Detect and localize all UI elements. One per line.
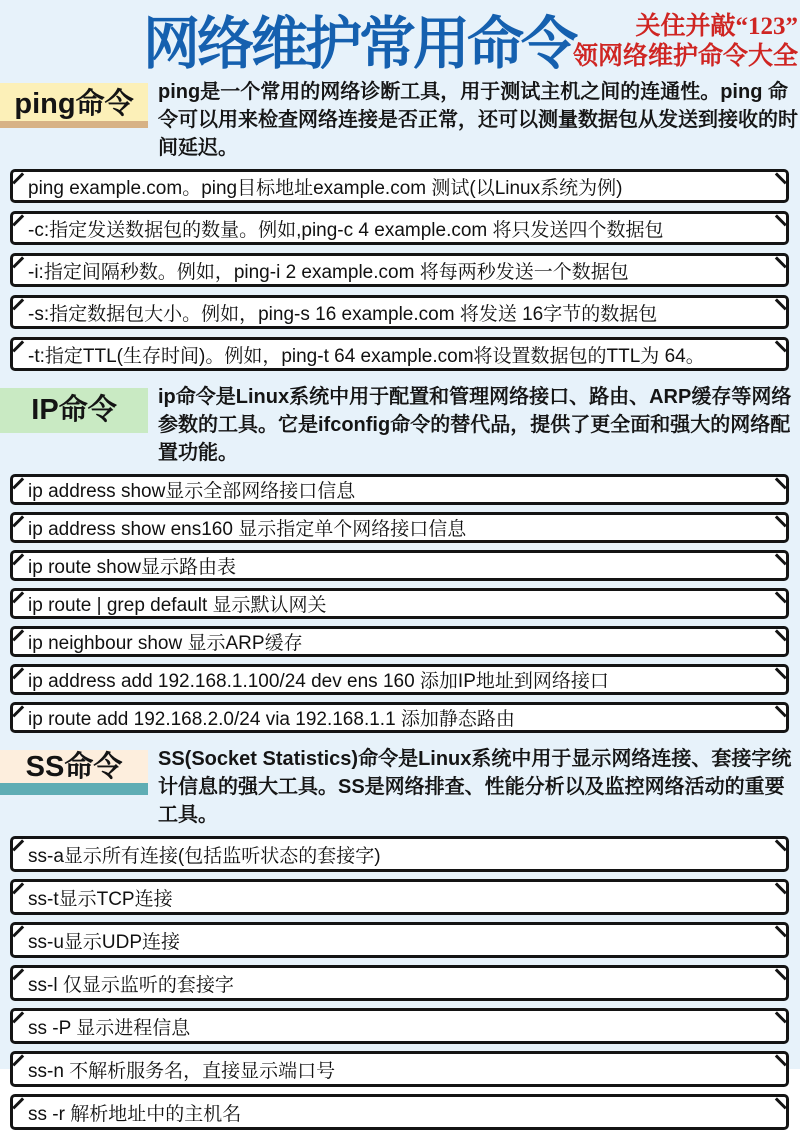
corner-fold-decoration [12, 667, 24, 679]
command-text: ss-n 不解析服务名，直接显示端口号 [28, 1060, 336, 1082]
corner-fold-decoration [12, 925, 24, 937]
corner-fold-decoration [12, 172, 24, 184]
corner-fold-decoration [775, 882, 787, 894]
command-box [10, 588, 789, 619]
corner-fold-decoration [775, 553, 787, 565]
corner-fold-decoration [12, 477, 24, 489]
section-ping [0, 78, 800, 371]
corner-fold-decoration [12, 591, 24, 603]
command-text: ss -r 解析地址中的主机名 [28, 1103, 242, 1125]
corner-fold-decoration [12, 298, 24, 310]
corner-fold-decoration [775, 214, 787, 226]
command-box [10, 211, 789, 245]
corner-fold-decoration [775, 298, 787, 310]
command-box [10, 1051, 789, 1087]
corner-fold-decoration [12, 256, 24, 268]
corner-fold-decoration [775, 839, 787, 851]
command-text: ip neighbour show 显示ARP缓存 [28, 633, 303, 654]
corner-fold-decoration [775, 1054, 787, 1066]
promo-line-2: 领网络维护命令大全 [572, 43, 798, 70]
section-ip [0, 383, 800, 733]
command-box [10, 169, 789, 203]
command-text: ip route | grep default 显示默认网关 [28, 595, 327, 616]
command-box [10, 702, 789, 733]
section-ss [0, 745, 800, 1130]
corner-fold-decoration [775, 256, 787, 268]
corner-fold-decoration [775, 925, 787, 937]
command-text: ss -P 显示进程信息 [28, 1017, 191, 1039]
command-text: ip address show ens160 显示指定单个网络接口信息 [28, 519, 467, 540]
command-text: -c:指定发送数据包的数量。例如,ping-c 4 example.com 将只发送四个数据包 [28, 219, 664, 241]
command-box [10, 664, 789, 695]
corner-fold-decoration [775, 968, 787, 980]
corner-fold-decoration [775, 477, 787, 489]
command-box [10, 550, 789, 581]
command-list-ss [0, 836, 800, 1130]
section-ss-header [0, 745, 800, 829]
command-text: ip route show显示路由表 [28, 557, 237, 578]
corner-fold-decoration [12, 515, 24, 527]
command-text: -s:指定数据包大小。例如，ping-s 16 example.com 将发送 16字节的数据包 [28, 303, 658, 325]
corner-fold-decoration [12, 629, 24, 641]
command-text: ss-a显示所有连接(包括监听状态的套接字) [28, 845, 381, 867]
corner-fold-decoration [12, 553, 24, 565]
command-box [10, 922, 789, 958]
corner-fold-decoration [12, 968, 24, 980]
page-header [0, 0, 800, 76]
command-box [10, 253, 789, 287]
corner-fold-decoration [12, 1054, 24, 1066]
command-text: ping example.com。ping目标地址example.com 测试(以Linux系统为例) [28, 177, 623, 199]
command-box [10, 965, 789, 1001]
corner-fold-decoration [775, 172, 787, 184]
corner-fold-decoration [12, 214, 24, 226]
command-list-ip [0, 474, 800, 733]
corner-fold-decoration [775, 705, 787, 717]
corner-fold-decoration [12, 705, 24, 717]
command-text: ss-u显示UDP连接 [28, 931, 181, 953]
corner-fold-decoration [12, 839, 24, 851]
section-ping-label: ping命令 [0, 83, 148, 128]
command-box [10, 1094, 789, 1130]
section-ping-header [0, 78, 800, 162]
command-box [10, 626, 789, 657]
corner-fold-decoration [12, 1011, 24, 1023]
command-text: ss-l 仅显示监听的套接字 [28, 974, 234, 996]
promo-line-1: 关住并敲“123” [635, 13, 798, 40]
command-text: ip route add 192.168.2.0/24 via 192.168.1.1 添加静态路由 [28, 709, 515, 730]
command-box [10, 1008, 789, 1044]
command-text: -i:指定间隔秒数。例如，ping-i 2 example.com 将每两秒发送一个数据包 [28, 261, 629, 283]
corner-fold-decoration [775, 1011, 787, 1023]
section-ip-label: IP命令 [0, 388, 148, 433]
command-box [10, 512, 789, 543]
section-ping-description: ping是一个常用的网络诊断工具，用于测试主机之间的连通性。ping 命令可以用来检查网络连接是否正常，还可以测量数据包从发送到接收的时间延迟。 [158, 81, 798, 159]
section-ss-description: SS(Socket Statistics)命令是Linux系统中用于显示网络连接、套接字统计信息的强大工具。SS是网络排查、性能分析以及监控网络活动的重要工具。 [158, 748, 792, 826]
corner-fold-decoration [775, 515, 787, 527]
section-ip-description: ip命令是Linux系统中用于配置和管理网络接口、路由、ARP缓存等网络参数的工具。它是ifconfig命令的替代品，提供了更全面和强大的网络配置功能。 [158, 386, 792, 464]
command-list-ping [0, 169, 800, 371]
corner-fold-decoration [775, 667, 787, 679]
section-ip-header [0, 383, 800, 467]
corner-fold-decoration [12, 1097, 24, 1109]
command-text: ss-t显示TCP连接 [28, 888, 173, 910]
section-ss-label: SS命令 [0, 750, 148, 795]
command-box [10, 879, 789, 915]
command-text: -t:指定TTL(生存时间)。例如，ping-t 64 example.com将设置数据包的TTL为 64。 [28, 345, 705, 367]
corner-fold-decoration [12, 340, 24, 352]
command-box [10, 337, 789, 371]
corner-fold-decoration [775, 629, 787, 641]
command-box [10, 474, 789, 505]
promo-text [573, 12, 798, 72]
corner-fold-decoration [12, 882, 24, 894]
command-box [10, 295, 789, 329]
command-text: ip address add 192.168.1.100/24 dev ens 160 添加IP地址到网络接口 [28, 671, 609, 692]
command-box [10, 836, 789, 872]
corner-fold-decoration [775, 340, 787, 352]
corner-fold-decoration [775, 591, 787, 603]
corner-fold-decoration [775, 1097, 787, 1109]
page-title: 网络维护常用命令 [143, 12, 575, 76]
command-text: ip address show显示全部网络接口信息 [28, 481, 356, 502]
